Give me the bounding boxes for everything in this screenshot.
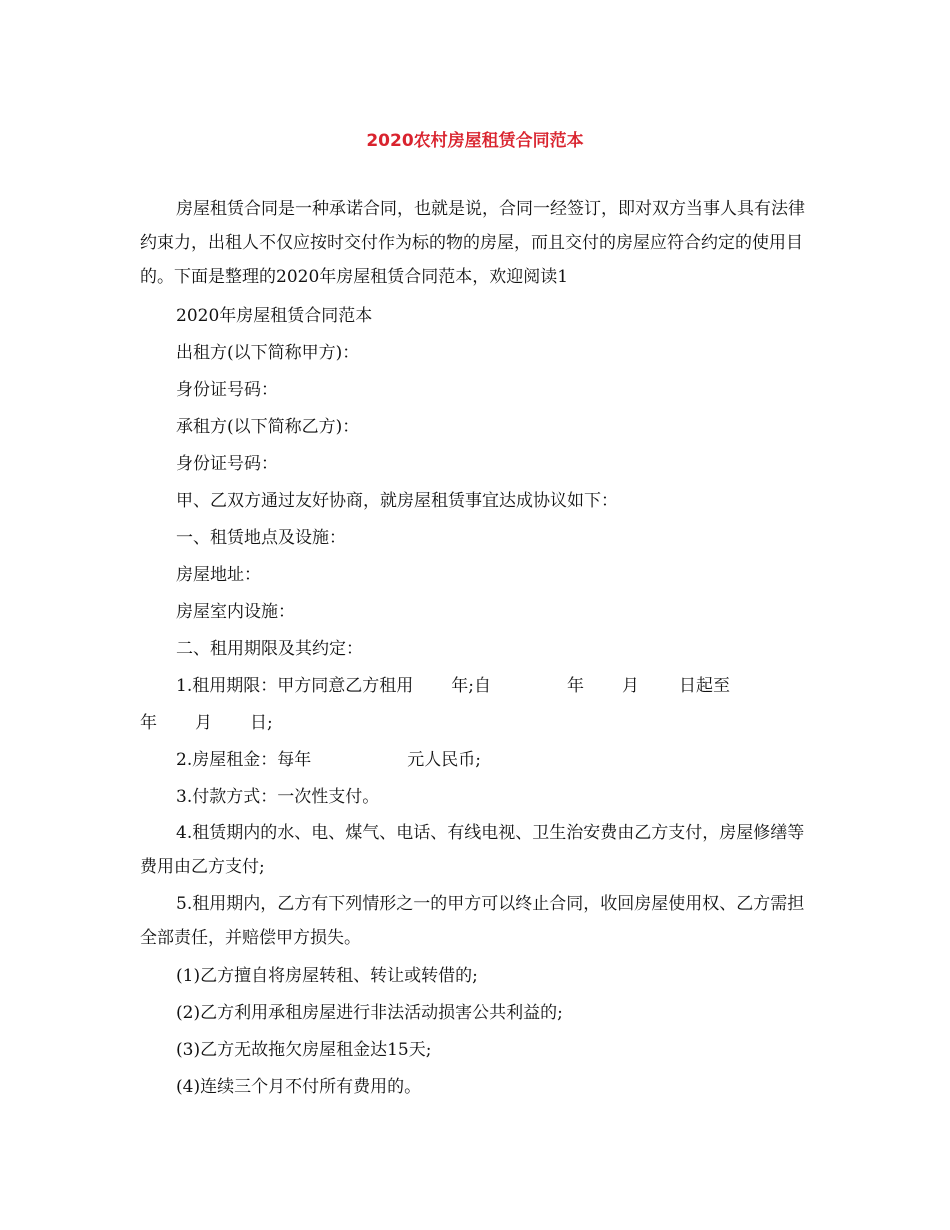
rent-line [140, 742, 812, 779]
sub-item-4: (4)连续三个月不付所有费用的。 [176, 1077, 422, 1097]
document-title: 2020农村房屋租赁合同范本 [366, 131, 584, 151]
lessor-id-line: 身份证号码： [176, 380, 278, 400]
section-one-heading: 一、租赁地点及设施： [176, 528, 346, 548]
term-end-month: 月 [195, 713, 212, 733]
sub-item-3: (3)乙方无故拖欠房屋租金达15天; [176, 1040, 432, 1060]
section-two-heading: 二、租用期限及其约定： [176, 639, 363, 659]
document-body [140, 192, 812, 1106]
term-end-line [140, 705, 812, 742]
sub-item-1: (1)乙方擅自将房屋转租、转让或转借的; [176, 966, 478, 986]
term-start-year: 年 [566, 676, 584, 696]
rent-suffix: 元人民币; [407, 750, 481, 770]
intro-paragraph: 房屋租赁合同是一种承诺合同，也就是说，合同一经签订，即对双方当事人具有法律约束力，出租人不仅应按时交付作为标的物的房屋，而且交付的房屋应符合约定的使用目的。下面是整理的2020年房屋租赁合同范本，欢迎阅读1 [140, 199, 805, 287]
term-end-year: 年 [140, 713, 157, 733]
lessee-id-line: 身份证号码： [176, 454, 278, 474]
payment-line: 3.付款方式：一次性支付。 [176, 787, 380, 807]
term-prefix: 1.租用期限：甲方同意乙方租用 [176, 676, 414, 696]
sub-item-2: (2)乙方利用承租房屋进行非法活动损害公共利益的; [176, 1003, 563, 1023]
lessee-line: 承租方(以下简称乙方)： [176, 417, 360, 437]
item-five-paragraph: 5.租用期内，乙方有下列情形之一的甲方可以终止合同，收回房屋使用权、乙方需担全部责任，并赔偿甲方损失。 [140, 894, 805, 948]
item-four-paragraph: 4.租赁期内的水、电、煤气、电话、有线电视、卫生治安费由乙方支付，房屋修缮等费用由乙方支付; [140, 823, 805, 877]
term-start-month: 月 [621, 676, 639, 696]
rent-prefix: 2.房屋租金：每年 [176, 750, 312, 770]
lessor-line: 出租方(以下简称甲方)： [176, 343, 360, 363]
agreement-line: 甲、乙双方通过友好协商，就房屋租赁事宜达成协议如下： [176, 491, 618, 511]
term-start-day: 日起至 [678, 676, 730, 696]
address-line: 房屋地址： [176, 565, 261, 585]
term-end-day: 日; [250, 713, 273, 733]
term-year-unit: 年;自 [451, 676, 491, 696]
facilities-line: 房屋室内设施： [176, 602, 295, 622]
contract-heading: 2020年房屋租赁合同范本 [176, 306, 373, 326]
term-line [140, 668, 812, 705]
